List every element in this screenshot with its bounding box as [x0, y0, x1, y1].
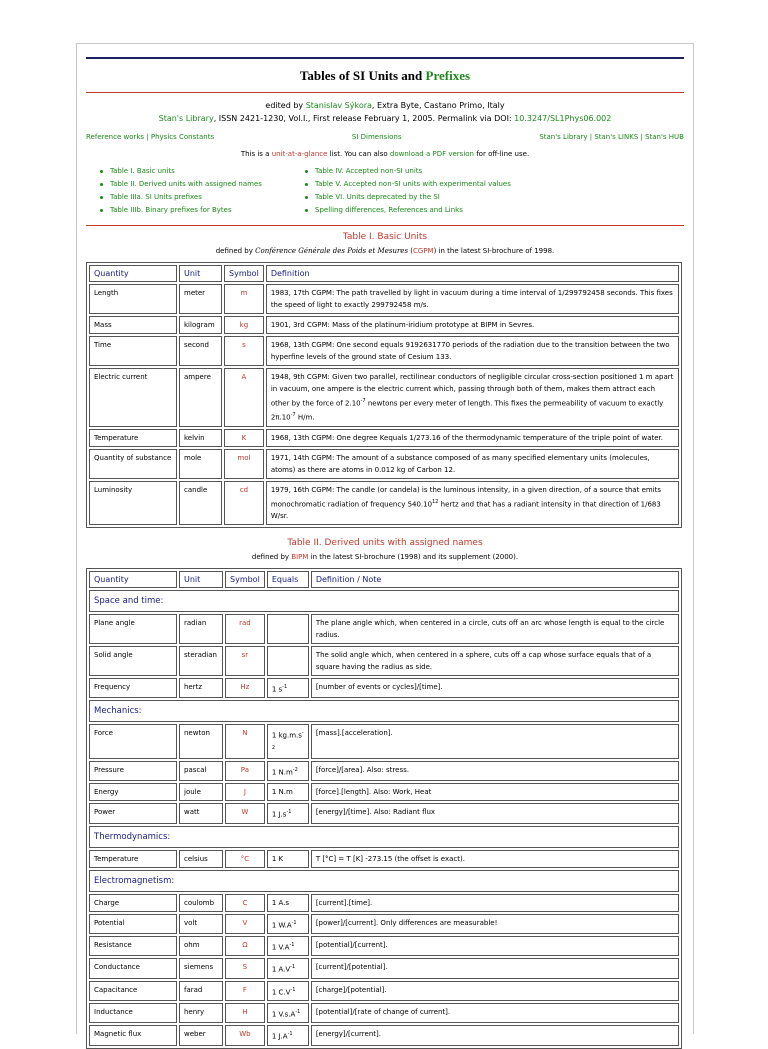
- equals-cell: 1 $C.V^{-1}$: [267, 981, 309, 1001]
- table-row: [89, 614, 679, 644]
- definition-cell: 1968, 13th CGPM: One degree Kequals 1/273.16 of the thermodynamic temperature of the triple point of water.: [266, 429, 679, 447]
- definition-cell: The plane angle which, when centered in a circle, cuts off an arc whose length is equal to the circle radius.: [311, 614, 679, 644]
- toc-item[interactable]: Table IIIb. Binary prefixes for Bytes: [100, 206, 305, 214]
- definition-cell: 1979, 16th CGPM: The candle (or candela) is the luminous intensity, in a given direction, of a source that emits monochromatic radiation of frequency 540.10$^{12}$ hertz and that has a radiant intensity in that direction of 1/683 W/sr.: [266, 481, 679, 525]
- symbol-cell: N: [225, 724, 265, 759]
- table-row: [89, 783, 679, 801]
- symbol-cell: Pa: [225, 761, 265, 781]
- symbol-cell: F: [225, 981, 265, 1001]
- t2-sub-pre: defined by: [251, 552, 290, 561]
- title-accent: Prefixes: [425, 68, 471, 83]
- unit-cell: radian: [179, 614, 223, 644]
- unit-cell: coulomb: [179, 894, 223, 912]
- equals-cell: 1 $J.A^{-1}$: [267, 1025, 309, 1045]
- toc-item[interactable]: Table IV. Accepted non-SI units: [305, 167, 605, 175]
- symbol-cell: H: [225, 1003, 265, 1023]
- unit-cell: ampere: [179, 368, 222, 427]
- quantity-cell: Length: [89, 284, 177, 314]
- unit-cell: henry: [179, 1003, 223, 1023]
- symbol-cell: Hz: [225, 678, 265, 698]
- column-header: Quantity: [89, 571, 177, 588]
- quantity-cell: Plane angle: [89, 614, 177, 644]
- equals-cell: 1 K: [267, 850, 309, 868]
- equals-cell: 1 $s^{-1}$: [267, 678, 309, 698]
- toc-item[interactable]: Table IIIa. SI Units prefixes: [100, 193, 305, 201]
- quantity-cell: Mass: [89, 316, 177, 334]
- title-main: Tables of SI Units and: [299, 68, 423, 83]
- symbol-cell: mol: [224, 449, 264, 479]
- section-row: [89, 700, 679, 722]
- glance-post: for off-line use.: [476, 150, 530, 158]
- symbol-cell: W: [225, 803, 265, 823]
- section-heading: Thermodynamics:: [89, 826, 679, 848]
- pdf-download-link[interactable]: download a PDF version: [389, 150, 474, 158]
- doi-link[interactable]: 10.3247/SL1Phys06.002: [514, 114, 612, 123]
- nav-middle-link[interactable]: SI Dimensions: [351, 133, 402, 141]
- definition-cell: [potential]/[current].: [311, 936, 679, 956]
- symbol-cell: kg: [224, 316, 264, 334]
- table-row: [89, 316, 679, 334]
- column-header: Unit: [179, 265, 222, 282]
- unit-cell: mole: [179, 449, 222, 479]
- definition-cell: [force]/[area]. Also: stress.: [311, 761, 679, 781]
- library-info: , ISSN 2421-1230, Vol.I., First release February 1, 2005. Permalink via DOI:: [213, 114, 512, 123]
- glance-mid: list. You can also: [329, 150, 388, 158]
- definition-cell: [energy]/[current].: [311, 1025, 679, 1045]
- toc-item[interactable]: Table VI. Units deprecated by the SI: [305, 193, 605, 201]
- quantity-cell: Temperature: [89, 429, 177, 447]
- unit-cell: second: [179, 336, 222, 366]
- unit-cell: kelvin: [179, 429, 222, 447]
- unit-cell: volt: [179, 914, 223, 934]
- column-header: Definition: [266, 265, 679, 282]
- section-row: [89, 826, 679, 848]
- symbol-cell: A: [224, 368, 264, 427]
- quantity-cell: Magnetic flux: [89, 1025, 177, 1045]
- table-row: [89, 336, 679, 366]
- symbol-cell: C: [225, 894, 265, 912]
- table-row: [89, 936, 679, 956]
- table-row: [89, 803, 679, 823]
- table-row: [89, 894, 679, 912]
- column-header: Definition / Note: [311, 571, 679, 588]
- quantity-cell: Energy: [89, 783, 177, 801]
- edited-prefix: edited by: [265, 101, 304, 110]
- symbol-cell: cd: [224, 481, 264, 525]
- nav-left-links[interactable]: Reference works | Physics Constants: [86, 133, 215, 141]
- section-row: [89, 590, 679, 612]
- quantity-cell: Electric current: [89, 368, 177, 427]
- definition-cell: [energy]/[time]. Also: Radiant flux: [311, 803, 679, 823]
- definition-cell: 1971, 14th CGPM: The amount of a substance composed of as many specified elementary units (molecules, atoms) as there are atoms in 0.012 kg of Carbon 12.: [266, 449, 679, 479]
- quantity-cell: Frequency: [89, 678, 177, 698]
- definition-cell: [force].[length]. Also: Work, Heat: [311, 783, 679, 801]
- unit-cell: siemens: [179, 958, 223, 978]
- edited-by-block: [86, 99, 684, 125]
- definition-cell: [power]/[current]. Only differences are measurable!: [311, 914, 679, 934]
- table-row: [89, 981, 679, 1001]
- title-rule: [86, 92, 684, 93]
- quantity-cell: Capacitance: [89, 981, 177, 1001]
- section-heading: Mechanics:: [89, 700, 679, 722]
- t1-sub-pre: defined by: [215, 247, 253, 255]
- definition-cell: 1948, 9th CGPM: Given two parallel, rectilinear conductors of negligible circular cross-section positioned 1 m apart in vacuum, one ampere is the electric current which, passing through both of them, makes them attract each other by the force of $2.10^{-7}$ newtons per every meter of length. This fixes the permeability of vacuum to exactly $2\pi.10^{-7}$ H/m.: [266, 368, 679, 427]
- table-row: [89, 678, 679, 698]
- symbol-cell: S: [225, 958, 265, 978]
- column-header: Equals: [267, 571, 309, 588]
- toc-item[interactable]: Table V. Accepted non-SI units with experimental values: [305, 180, 605, 188]
- symbol-cell: K: [224, 429, 264, 447]
- symbol-cell: rad: [225, 614, 265, 644]
- column-header: Unit: [179, 571, 223, 588]
- library-link[interactable]: Stan's Library: [158, 114, 214, 123]
- quantity-cell: Time: [89, 336, 177, 366]
- table-row: [89, 646, 679, 676]
- quantity-cell: Force: [89, 724, 177, 759]
- unit-cell: joule: [179, 783, 223, 801]
- symbol-cell: J: [225, 783, 265, 801]
- equals-cell: 1 $A.V^{-1}$: [267, 958, 309, 978]
- table-of-contents: [86, 167, 684, 219]
- basic-units-table: [86, 262, 682, 528]
- table1-title: Table I. Basic Units: [342, 232, 428, 242]
- bipm-link[interactable]: BIPM: [291, 552, 309, 561]
- column-header: Quantity: [89, 265, 177, 282]
- quantity-cell: Luminosity: [89, 481, 177, 525]
- table-row: [89, 429, 679, 447]
- toc-item[interactable]: Table II. Derived units with assigned names: [100, 180, 305, 188]
- table-row: [89, 724, 679, 759]
- unit-cell: meter: [179, 284, 222, 314]
- symbol-cell: sr: [225, 646, 265, 676]
- equals-cell: [267, 614, 309, 644]
- equals-cell: 1 $V.A^{-1}$: [267, 936, 309, 956]
- symbol-cell: V: [225, 914, 265, 934]
- unit-cell: newton: [179, 724, 223, 759]
- column-header: Symbol: [224, 265, 264, 282]
- quantity-cell: Potential: [89, 914, 177, 934]
- equals-cell: 1 A.s: [267, 894, 309, 912]
- symbol-cell: Wb: [225, 1025, 265, 1045]
- unit-cell: weber: [179, 1025, 223, 1045]
- quantity-cell: Solid angle: [89, 646, 177, 676]
- definition-cell: [charge]/[potential].: [311, 981, 679, 1001]
- definition-cell: [current]/[potential].: [311, 958, 679, 978]
- unit-cell: farad: [179, 981, 223, 1001]
- glance-line: [86, 150, 684, 158]
- t1-sub-conf: Conférence Générale des Poids et Mesures: [255, 247, 409, 255]
- column-header: Symbol: [225, 571, 265, 588]
- unit-cell: ohm: [179, 936, 223, 956]
- document: [86, 57, 684, 1049]
- quantity-cell: Charge: [89, 894, 177, 912]
- definition-cell: [number of events or cycles]/[time].: [311, 678, 679, 698]
- symbol-cell: m: [224, 284, 264, 314]
- derived-units-table: [86, 568, 682, 1049]
- table-row: [89, 914, 679, 934]
- nav-row: [86, 133, 684, 141]
- edited-suffix: , Extra Byte, Castano Primo, Italy: [371, 101, 505, 110]
- nav-right-links[interactable]: Stan's Library | Stan's LINKS | Stan's HUB: [539, 133, 684, 141]
- unit-cell: candle: [179, 481, 222, 525]
- table-row: [89, 1025, 679, 1045]
- table-row: [89, 1003, 679, 1023]
- definition-cell: [potential]/[rate of change of current].: [311, 1003, 679, 1023]
- quantity-cell: Temperature: [89, 850, 177, 868]
- symbol-cell: Ω: [225, 936, 265, 956]
- table1-subtitle: defined by Conférence Générale des Poids et Mesures (CGPM) in the latest SI-brochure of 1998.: [215, 247, 555, 255]
- unit-cell: pascal: [179, 761, 223, 781]
- quantity-cell: Pressure: [89, 761, 177, 781]
- toc-item[interactable]: Table I. Basic units: [100, 167, 305, 175]
- section-rule: [86, 225, 684, 226]
- definition-cell: 1901, 3rd CGPM: Mass of the platinum-iridium prototype at BIPM in Sevres.: [266, 316, 679, 334]
- equals-cell: 1 $kg.m.s^{-2}$: [267, 724, 309, 759]
- table-row: [89, 449, 679, 479]
- unit-cell: steradian: [179, 646, 223, 676]
- equals-cell: 1 $J.s^{-1}$: [267, 803, 309, 823]
- section-row: [89, 870, 679, 892]
- equals-cell: [267, 646, 309, 676]
- table2-subtitle: [86, 553, 684, 561]
- definition-cell: T [°C] = T [K] -273.15 (the offset is exact).: [311, 850, 679, 868]
- table-row: [89, 368, 679, 427]
- quantity-cell: Conductance: [89, 958, 177, 978]
- quantity-cell: Resistance: [89, 936, 177, 956]
- definition-cell: 1983, 17th CGPM: The path travelled by light in vacuum during a time interval of 1/299792458 seconds. This fixes the speed of light to exactly 299792458 m/s.: [266, 284, 679, 314]
- equals-cell: 1 $N.m^{-2}$: [267, 761, 309, 781]
- quantity-cell: Inductance: [89, 1003, 177, 1023]
- t2-sub-post: in the latest SI-brochure (1998) and its supplement (2000).: [310, 552, 519, 561]
- table-row: [89, 284, 679, 314]
- unit-cell: hertz: [179, 678, 223, 698]
- t1-sub-post: in the latest SI-brochure of 1998.: [438, 247, 555, 255]
- section-heading: Electromagnetism:: [89, 870, 679, 892]
- table-row: [89, 850, 679, 868]
- unit-cell: celsius: [179, 850, 223, 868]
- top-rule: [86, 57, 684, 59]
- table-row: [89, 958, 679, 978]
- page-title: [86, 68, 684, 84]
- equals-cell: 1 N.m: [267, 783, 309, 801]
- unit-cell: kilogram: [179, 316, 222, 334]
- editor-link[interactable]: Stanislav Sýkora: [305, 101, 372, 110]
- equals-cell: 1 $W.A^{-1}$: [267, 914, 309, 934]
- definition-cell: [mass].[acceleration].: [311, 724, 679, 759]
- quantity-cell: Quantity of substance: [89, 449, 177, 479]
- table2-title: Table II. Derived units with assigned names: [287, 537, 483, 548]
- symbol-cell: s: [224, 336, 264, 366]
- symbol-cell: °C: [225, 850, 265, 868]
- definition-cell: The solid angle which, when centered in a sphere, cuts off a cap whose surface equals that of a square having the radius as side.: [311, 646, 679, 676]
- table-row: [89, 761, 679, 781]
- unit-cell: watt: [179, 803, 223, 823]
- definition-cell: [current].[time].: [311, 894, 679, 912]
- table-row: [89, 481, 679, 525]
- toc-item[interactable]: Spelling differences, References and Links: [305, 206, 605, 214]
- glance-pre: This is a: [240, 150, 270, 158]
- quantity-cell: Power: [89, 803, 177, 823]
- equals-cell: 1 $V.s.A^{-1}$: [267, 1003, 309, 1023]
- cgpm-link[interactable]: CGPM: [413, 247, 434, 255]
- glance-link[interactable]: unit-at-a-glance: [271, 150, 328, 158]
- definition-cell: 1968, 13th CGPM: One second equals 9192631770 periods of the radiation due to the transition between the two hyperfine levels of the ground state of Cesium 133.: [266, 336, 679, 366]
- section-heading: Space and time:: [89, 590, 679, 612]
